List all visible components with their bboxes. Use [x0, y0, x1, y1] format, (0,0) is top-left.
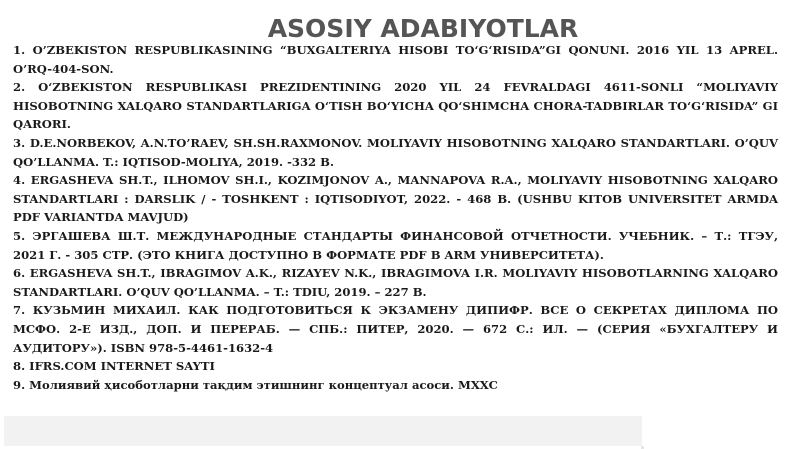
- reference-text: Молиявий ҳисоботларни тақдим этишнинг концептуал асоси. MXXC: [29, 377, 498, 392]
- reference-list: [13, 41, 778, 394]
- reference-number: 7.: [13, 303, 26, 318]
- reference-item: [13, 78, 778, 134]
- reference-item: [13, 301, 778, 357]
- reference-item: [13, 134, 778, 171]
- reference-number: 9.: [13, 377, 26, 392]
- reference-text: D.E.NORBEKOV, A.N.TO’RAEV, SH.SH.RAXMONOV. MOLIYAVIY HISOBOTNING XALQARO STANDARTLARI. O’QUV QO’LLANMA. T.: IQTISOD-MOLIYA, 2019. -332 B.: [13, 135, 778, 169]
- reference-item: [13, 376, 778, 395]
- reference-item: [13, 171, 778, 227]
- reference-link-text[interactable]: IFRS.COM INTERNET SAYTI: [29, 359, 215, 374]
- reference-text: ERGASHEVA SH.T., ILHOMOV SH.I., KOZIMJONOV A., MANNAPOVA R.A., MOLIYAVIY HISOBOTNING XALQARO STANDARTLARI : DARSLIK / - TOSHKENT : IQTISODIYOT, 2022. - 468 B. (USHBU KITOB UNIVERSITET ARMDA PDF VARIANTDA MAVJUD): [13, 173, 778, 225]
- reference-number: 1.: [13, 43, 26, 57]
- reference-number: 2.: [13, 80, 26, 95]
- reference-number: 6.: [13, 266, 26, 281]
- reference-text: ЭРГАШЕВА Ш.Т. МЕЖДУНАРОДНЫЕ СТАНДАРТЫ ФИНАНСОВОЙ ОТЧЕТНОСТИ. УЧЕБНИК. – Т.: ТГЭУ, 2021 Г. - 305 СТР. (ЭТО КНИГА ДОСТУПНО В ФОРМАТЕ PDF В ARM УНИВЕРСИТЕТА).: [13, 228, 778, 262]
- reference-text: ERGASHEVA SH.T., IBRAGIMOV A.K., RIZAYEV N.K., IBRAGIMOVA I.R. MOLIYAVIY HISOBOTLARNING XALQARO STANDARTLARI. O’QUV QO’LLANMA. – T.: TDIU, 2019. – 227 B.: [13, 266, 778, 299]
- reference-text: O‘ZBEKISTON RESPUBLIKASI PREZIDENTINING 2020 YIL 24 FEVRALDAGI 4611-SONLI “MOLIYAVIY HISOBOTNING XALQARO STANDARTLARIGA O‘TISH BO‘YICHA QO‘SHIMCHA CHORA-TADBIRLAR TO‘G‘RISIDA” GI QARORI.: [13, 80, 778, 132]
- footer-band: [4, 416, 642, 446]
- reference-text: КУЗЬМИН МИХАИЛ. КАК ПОДГОТОВИТЬСЯ К ЭКЗАМЕНУ ДИПИФР. ВСЕ О СЕКРЕТАХ ДИПЛОМА ПО МСФО. 2-Е ИЗД., ДОП. И ПЕРЕРАБ. — СПБ.: ПИТЕР, 2020. — 672 С.: ИЛ. — (СЕРИЯ «БУХГАЛТЕРУ И АУДИТОРУ»). ISBN 978-5-4461-1632-4: [13, 303, 779, 355]
- reference-text: O’ZBEKISTON RESPUBLIKASINING “BUXGALTERIYA HISOBI TO‘G‘RISIDA”GI QONUNI. 2016 YIL 13 APREL. O’RQ-404-SON.: [13, 43, 778, 76]
- reference-number: 5.: [13, 228, 26, 243]
- reference-number: 8.: [13, 359, 26, 374]
- reference-number: 3.: [13, 135, 26, 150]
- reference-number: 4.: [13, 173, 26, 188]
- reference-item: [13, 264, 778, 301]
- reference-item: [13, 227, 778, 264]
- reference-item[interactable]: [13, 357, 778, 376]
- slide-title: ASOSIY ADABIYOTLAR: [267, 14, 579, 43]
- reference-item: [13, 41, 778, 78]
